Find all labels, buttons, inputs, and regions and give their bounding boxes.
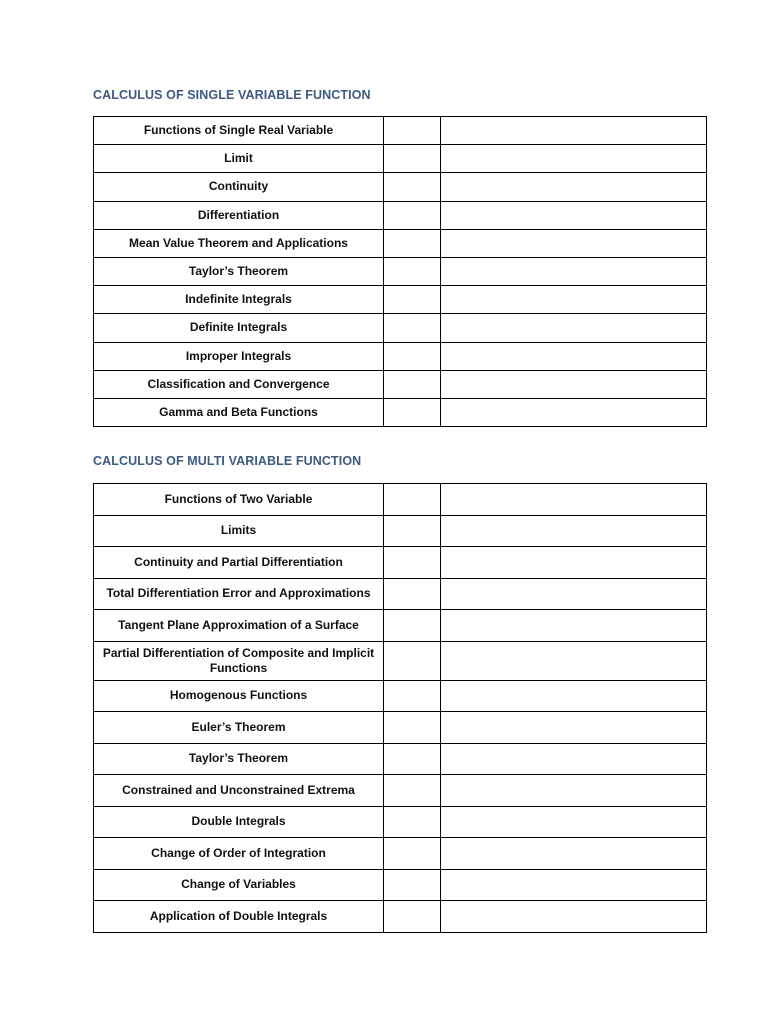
- blank-cell-narrow: [384, 680, 441, 712]
- table-row: [94, 610, 707, 642]
- topics-table-multi-variable: [93, 483, 707, 933]
- table-row: [94, 547, 707, 579]
- blank-cell-wide: [441, 229, 707, 257]
- blank-cell-wide: [441, 578, 707, 610]
- topic-cell: Constrained and Unconstrained Extrema: [94, 775, 384, 807]
- topic-cell: Gamma and Beta Functions: [94, 398, 384, 426]
- table-row: [94, 641, 707, 680]
- blank-cell-narrow: [384, 901, 441, 933]
- blank-cell-narrow: [384, 286, 441, 314]
- topic-cell: Functions of Two Variable: [94, 484, 384, 516]
- blank-cell-narrow: [384, 201, 441, 229]
- topic-cell: Continuity and Partial Differentiation: [94, 547, 384, 579]
- blank-cell-wide: [441, 641, 707, 680]
- topic-cell: Application of Double Integrals: [94, 901, 384, 933]
- blank-cell-wide: [441, 370, 707, 398]
- blank-cell-wide: [441, 314, 707, 342]
- topic-cell: Classification and Convergence: [94, 370, 384, 398]
- blank-cell-wide: [441, 145, 707, 173]
- blank-cell-narrow: [384, 398, 441, 426]
- blank-cell-narrow: [384, 547, 441, 579]
- topic-cell: Total Differentiation Error and Approximations: [94, 578, 384, 610]
- blank-cell-wide: [441, 515, 707, 547]
- blank-cell-wide: [441, 901, 707, 933]
- blank-cell-wide: [441, 712, 707, 744]
- table-row: [94, 173, 707, 201]
- table-row: [94, 117, 707, 145]
- blank-cell-wide: [441, 484, 707, 516]
- blank-cell-narrow: [384, 117, 441, 145]
- table-row: [94, 743, 707, 775]
- topic-cell: Limits: [94, 515, 384, 547]
- blank-cell-narrow: [384, 515, 441, 547]
- table-row: [94, 257, 707, 285]
- blank-cell-narrow: [384, 173, 441, 201]
- blank-cell-narrow: [384, 257, 441, 285]
- topic-cell: Tangent Plane Approximation of a Surface: [94, 610, 384, 642]
- topic-cell: Mean Value Theorem and Applications: [94, 229, 384, 257]
- blank-cell-wide: [441, 806, 707, 838]
- blank-cell-wide: [441, 342, 707, 370]
- table-row: [94, 578, 707, 610]
- section-title-multi-variable: CALCULUS OF MULTI VARIABLE FUNCTION: [93, 454, 362, 468]
- blank-cell-narrow: [384, 578, 441, 610]
- table-row: [94, 314, 707, 342]
- blank-cell-wide: [441, 547, 707, 579]
- blank-cell-wide: [441, 869, 707, 901]
- table-row: [94, 806, 707, 838]
- blank-cell-narrow: [384, 342, 441, 370]
- blank-cell-wide: [441, 398, 707, 426]
- topic-cell: Taylor’s Theorem: [94, 257, 384, 285]
- table-row: [94, 201, 707, 229]
- topic-cell: Partial Differentiation of Composite and Implicit Functions: [94, 641, 384, 680]
- topic-cell: Euler’s Theorem: [94, 712, 384, 744]
- table-row: [94, 286, 707, 314]
- table-row: [94, 712, 707, 744]
- topic-cell: Change of Variables: [94, 869, 384, 901]
- blank-cell-wide: [441, 286, 707, 314]
- table-row: [94, 342, 707, 370]
- blank-cell-narrow: [384, 743, 441, 775]
- blank-cell-wide: [441, 257, 707, 285]
- blank-cell-wide: [441, 838, 707, 870]
- blank-cell-narrow: [384, 775, 441, 807]
- topic-cell: Improper Integrals: [94, 342, 384, 370]
- topic-cell: Differentiation: [94, 201, 384, 229]
- blank-cell-narrow: [384, 484, 441, 516]
- topic-cell: Functions of Single Real Variable: [94, 117, 384, 145]
- table-row: [94, 484, 707, 516]
- blank-cell-narrow: [384, 314, 441, 342]
- blank-cell-narrow: [384, 145, 441, 173]
- table-row: [94, 229, 707, 257]
- topic-cell: Homogenous Functions: [94, 680, 384, 712]
- table-row: [94, 838, 707, 870]
- topic-cell: Limit: [94, 145, 384, 173]
- table-row: [94, 145, 707, 173]
- blank-cell-narrow: [384, 806, 441, 838]
- topic-cell: Continuity: [94, 173, 384, 201]
- table-row: [94, 869, 707, 901]
- blank-cell-narrow: [384, 610, 441, 642]
- table-row: [94, 680, 707, 712]
- blank-cell-wide: [441, 610, 707, 642]
- topic-cell: Double Integrals: [94, 806, 384, 838]
- blank-cell-narrow: [384, 641, 441, 680]
- blank-cell-wide: [441, 775, 707, 807]
- table-row: [94, 515, 707, 547]
- blank-cell-narrow: [384, 370, 441, 398]
- table-row: [94, 901, 707, 933]
- blank-cell-wide: [441, 173, 707, 201]
- topics-table-single-variable: [93, 116, 707, 427]
- table-row: [94, 398, 707, 426]
- blank-cell-wide: [441, 680, 707, 712]
- blank-cell-narrow: [384, 229, 441, 257]
- topic-cell: Change of Order of Integration: [94, 838, 384, 870]
- topic-cell: Indefinite Integrals: [94, 286, 384, 314]
- section-title-single-variable: CALCULUS OF SINGLE VARIABLE FUNCTION: [93, 88, 371, 102]
- blank-cell-wide: [441, 117, 707, 145]
- table-row: [94, 370, 707, 398]
- blank-cell-wide: [441, 201, 707, 229]
- topic-cell: Definite Integrals: [94, 314, 384, 342]
- table-row: [94, 775, 707, 807]
- blank-cell-wide: [441, 743, 707, 775]
- blank-cell-narrow: [384, 869, 441, 901]
- blank-cell-narrow: [384, 838, 441, 870]
- topic-cell: Taylor’s Theorem: [94, 743, 384, 775]
- blank-cell-narrow: [384, 712, 441, 744]
